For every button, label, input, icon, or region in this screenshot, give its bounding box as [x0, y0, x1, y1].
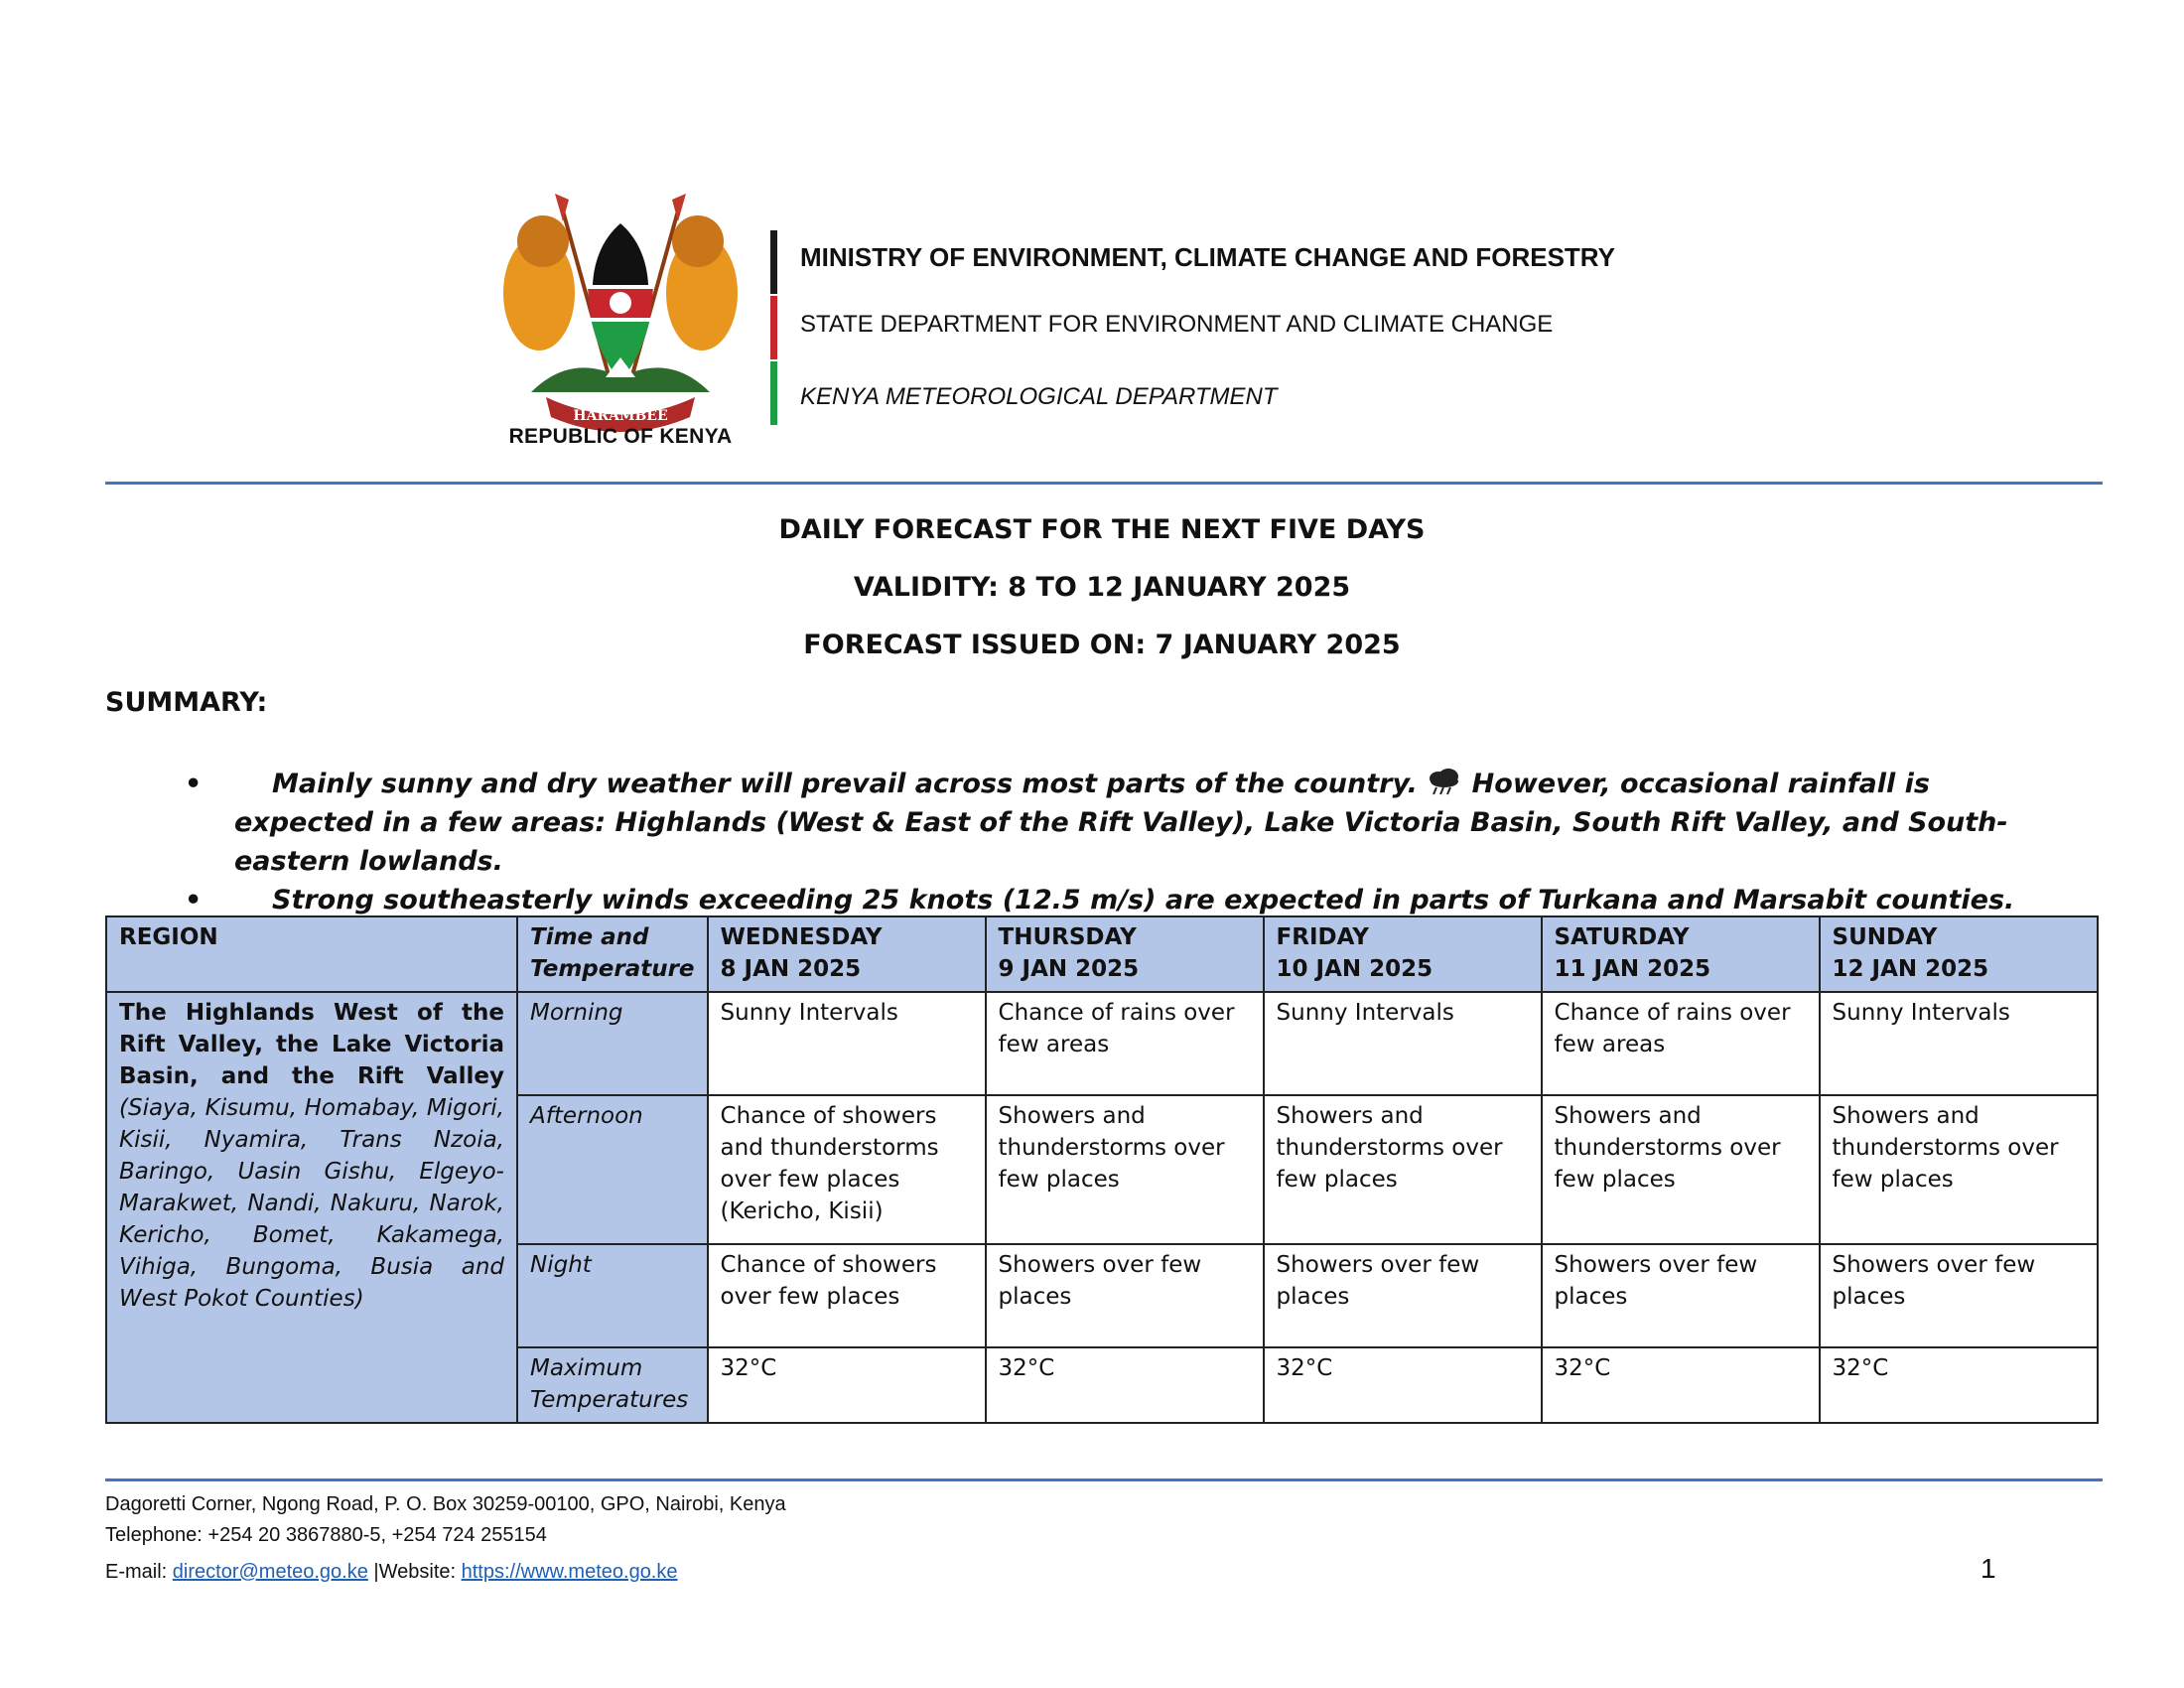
day-name: SATURDAY	[1554, 924, 1690, 950]
kenya-coat-of-arms	[491, 194, 750, 452]
email-label: E-mail:	[105, 1561, 173, 1583]
forecast-cell: Showers over few places	[986, 1244, 1264, 1347]
region-cell	[106, 992, 517, 1423]
region-counties: (Siaya, Kisumu, Homabay, Migori, Kisii, Nyamira, Trans Nzoia, Baringo, Uasin Gishu, Elgeyo-Marakwet, Nandi, Nakuru, Narok, Kericho, Bomet, Kakamega, Vihiga, Bungoma, Busia and West Pokot Counties)	[119, 1095, 504, 1312]
day-date: 12 JAN 2025	[1832, 956, 1989, 982]
website-separator: |Website:	[367, 1561, 462, 1583]
header-time	[517, 916, 708, 992]
state-department-name: STATE DEPARTMENT FOR ENVIRONMENT AND CLIMATE CHANGE	[800, 311, 1554, 338]
forecast-cell: Sunny Intervals	[1820, 992, 2098, 1095]
header-time-line1: Time and	[530, 924, 649, 950]
bullet-dot: •	[185, 885, 203, 915]
summary-bullet-2	[185, 881, 2071, 919]
letterhead-bar-black	[770, 230, 777, 294]
seal-caption: REPUBLIC OF KENYA	[508, 425, 733, 448]
forecast-cell: Chance of rains over few areas	[1542, 992, 1820, 1095]
footer-telephone: Telephone: +254 20 3867880-5, +254 724 255154	[105, 1524, 547, 1546]
rain-cloud-icon	[1427, 768, 1462, 793]
header-day-2	[986, 916, 1264, 992]
page-number: 1	[1980, 1553, 1996, 1584]
forecast-cell: Showers over few places	[1542, 1244, 1820, 1347]
forecast-table	[105, 915, 2099, 1424]
header-day-3	[1264, 916, 1542, 992]
max-temp-line2: Temperatures	[530, 1387, 689, 1413]
forecast-cell: Chance of showers and thunderstorms over few places (Kericho, Kisii)	[708, 1095, 986, 1244]
region-name: The Highlands West of the Rift Valley, the Lake Victoria Basin, and the Rift Valley	[119, 1000, 504, 1089]
summary-bullet-1-text-a: Mainly sunny and dry weather will prevail across most parts of the country.	[272, 769, 1418, 799]
time-label-afternoon: Afternoon	[517, 1095, 708, 1244]
day-name: THURSDAY	[998, 924, 1137, 950]
time-label-max-temp	[517, 1347, 708, 1423]
letterhead-bar-green	[770, 361, 777, 425]
header-day-1	[708, 916, 986, 992]
day-date: 9 JAN 2025	[998, 956, 1140, 982]
temperature-cell: 32°C	[708, 1347, 986, 1423]
time-label-morning: Morning	[517, 992, 708, 1095]
validity-line: VALIDITY: 8 TO 12 JANUARY 2025	[853, 572, 1351, 603]
day-name: WEDNESDAY	[720, 924, 883, 950]
header-time-line2: Temperature	[530, 956, 695, 982]
summary-bullet-1	[185, 765, 2071, 881]
forecast-cell: Sunny Intervals	[1264, 992, 1542, 1095]
summary-list	[185, 765, 2071, 919]
temperature-cell: 32°C	[1542, 1347, 1820, 1423]
footer-divider	[105, 1478, 2103, 1481]
day-date: 8 JAN 2025	[720, 956, 862, 982]
forecast-title: DAILY FORECAST FOR THE NEXT FIVE DAYS	[778, 514, 1426, 545]
department-name: KENYA METEOROLOGICAL DEPARTMENT	[800, 383, 1278, 410]
day-date: 10 JAN 2025	[1276, 956, 1433, 982]
forecast-cell: Sunny Intervals	[708, 992, 986, 1095]
forecast-cell: Showers and thunderstorms over few places	[1820, 1095, 2098, 1244]
summary-bullet-2-text: Strong southeasterly winds exceeding 25 knots (12.5 m/s) are expected in parts of Turkana and Marsabit counties.	[272, 885, 2015, 915]
temperature-cell: 32°C	[1264, 1347, 1542, 1423]
summary-heading: SUMMARY:	[105, 687, 268, 718]
email-link[interactable]: director@meteo.go.ke	[172, 1561, 368, 1583]
time-label-night: Night	[517, 1244, 708, 1347]
bullet-dot: •	[185, 769, 203, 799]
day-name: SUNDAY	[1832, 924, 1938, 950]
issued-line: FORECAST ISSUED ON: 7 JANUARY 2025	[803, 630, 1401, 660]
footer-address: Dagoretti Corner, Ngong Road, P. O. Box 30259-00100, GPO, Nairobi, Kenya	[105, 1493, 786, 1515]
temperature-cell: 32°C	[986, 1347, 1264, 1423]
forecast-cell: Showers over few places	[1264, 1244, 1542, 1347]
table-row-morning	[106, 992, 2098, 1095]
forecast-cell: Showers and thunderstorms over few places	[986, 1095, 1264, 1244]
forecast-cell: Showers over few places	[1820, 1244, 2098, 1347]
footer-contacts	[105, 1561, 678, 1584]
day-name: FRIDAY	[1276, 924, 1369, 950]
header-region: REGION	[106, 916, 517, 992]
header-day-4	[1542, 916, 1820, 992]
seal-motto: HARAMBEE	[573, 408, 668, 424]
table-header-row	[106, 916, 2098, 992]
max-temp-line1: Maximum	[530, 1355, 643, 1381]
forecast-cell: Chance of showers over few places	[708, 1244, 986, 1347]
website-link[interactable]: https://www.meteo.go.ke	[461, 1561, 678, 1583]
forecast-cell: Showers and thunderstorms over few places	[1264, 1095, 1542, 1244]
header-day-5	[1820, 916, 2098, 992]
ministry-name: MINISTRY OF ENVIRONMENT, CLIMATE CHANGE AND FORESTRY	[800, 242, 1615, 272]
header-divider	[105, 482, 2103, 485]
forecast-cell: Chance of rains over few areas	[986, 992, 1264, 1095]
day-date: 11 JAN 2025	[1554, 956, 1711, 982]
summary-bullet-1-text-b: However, occasional rainfall is expected in a few areas: Highlands (West & East of the Rift Valley), Lake Victoria Basin, South Rift Valley, and South-eastern lowlands.	[234, 769, 2008, 877]
letterhead-bar-red	[770, 296, 777, 359]
forecast-cell: Showers and thunderstorms over few places	[1542, 1095, 1820, 1244]
temperature-cell: 32°C	[1820, 1347, 2098, 1423]
